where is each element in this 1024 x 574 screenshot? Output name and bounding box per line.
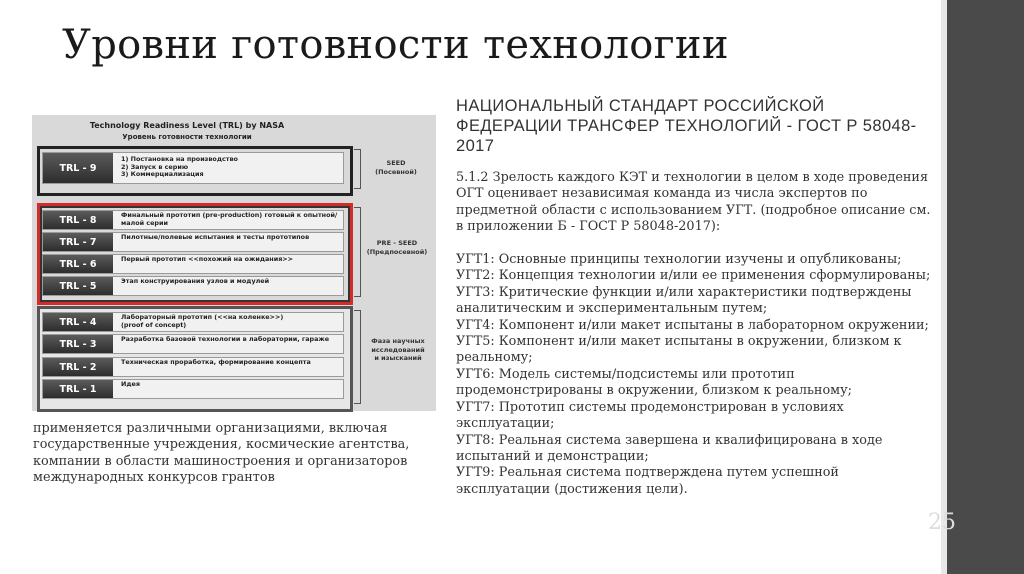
trl-level-description: Первый прототип <<похожий на ожидания>>: [121, 255, 294, 263]
standard-line: УГТ8: Реальная система завершена и квалифицирована в ходе испытаний и демонстрации;: [456, 432, 883, 464]
standard-line: УГТ5: Компонент и/или макет испытаны в окружении, близком к реальному;: [456, 334, 902, 366]
trl-row: [42, 357, 344, 377]
trl-level-description: Этап конструирования узлов и модулей: [121, 277, 270, 285]
trl-row: [42, 312, 344, 332]
standard-line: УГТ9: Реальная система подтверждена путем успешной эксплуатации (достижения цели).: [456, 465, 839, 497]
trl-level-label: TRL - 4: [43, 313, 113, 331]
trl-level-label: TRL - 9: [43, 153, 113, 183]
trl-row: [42, 254, 344, 274]
trl-level-description: Финальный прототип (pre-production) готовый к опытной/малой серии: [121, 211, 338, 227]
stage-bracket-preseed: [354, 207, 361, 297]
trl-level-label: TRL - 6: [43, 255, 113, 273]
slide-title: Уровни готовности технологии: [62, 22, 729, 68]
trl-level-label: TRL - 8: [43, 211, 113, 229]
trl-level-description: Техническая проработка, формирование концепта: [121, 358, 311, 366]
trl-level-label: TRL - 1: [43, 380, 113, 398]
trl-chart: [32, 115, 436, 411]
trl-level-description: Разработка базовой технологии в лаборатории, гараже: [121, 335, 330, 343]
standard-line: УГТ6: Модель системы/подсистемы или прототип продемонстрированы в окружении, близком к реальному;: [456, 366, 852, 399]
stage-label-seed: SEED (Посевной): [375, 159, 417, 176]
trl-level-label: TRL - 7: [43, 233, 113, 251]
standard-intro: 5.1.2 Зрелость каждого КЭТ и технологии в целом в ходе проведения ОГТ оценивает независимая команда из числа экспертов по предметной области с использованием УГТ. (подробное описание см. в приложении Б - ГОСТ Р 58048-2017):: [456, 170, 931, 235]
standard-line: УГТ1: Основные принципы технологии изучены и опубликованы;: [456, 252, 902, 268]
trl-chart-header-en: Technology Readiness Level (TRL) by NASA: [89, 121, 285, 130]
trl-level-description: Идея: [121, 380, 140, 388]
trl-row: [42, 232, 344, 252]
stage-label-research: Фаза научных исследований и изысканий: [371, 337, 425, 362]
standard-line: [456, 236, 934, 252]
trl-level-label: TRL - 3: [43, 335, 113, 353]
trl-level-label: TRL - 2: [43, 358, 113, 376]
trl-level-description: 1) Постановка на производство 2) Запуск в серию 3) Коммерциализация: [121, 155, 238, 179]
standard-line: УГТ4: Компонент и/или макет испытаны в лабораторном окружении;: [456, 317, 929, 333]
trl-level-description: Пилотные/полевые испытания и тесты прототипов: [121, 233, 310, 241]
trl-level-description: Лабораторный прототип (<<на коленке>>) (proof of concept): [121, 313, 284, 329]
page-number: 25: [928, 510, 956, 535]
stage-bracket-research: [354, 310, 361, 404]
trl-row: [42, 334, 344, 354]
standard-line: УГТ7: Прототип системы продемонстрирован в условиях эксплуатации;: [456, 399, 844, 432]
slide-side-bar: [947, 0, 1024, 574]
trl-row: [42, 210, 344, 230]
trl-row: [42, 152, 344, 184]
trl-row: [42, 379, 344, 399]
trl-chart-header-ru: Уровень готовности технологии: [122, 133, 252, 141]
chart-caption: применяется различными организациями, включая государственные учреждения, космические агентства, компании в области машиностроения и организаторов международных конкурсов грантов: [33, 421, 410, 486]
stage-bracket-seed: [354, 149, 361, 189]
stage-label-preseed: PRE - SEED (Предпосевной): [366, 239, 428, 256]
standard-title: НАЦИОНАЛЬНЫЙ СТАНДАРТ РОССИЙСКОЙ ФЕДЕРАЦИИ ТРАНСФЕР ТЕХНОЛОГИЙ - ГОСТ Р 58048-2017: [456, 97, 917, 155]
trl-row: [42, 276, 344, 296]
standard-line: УГТ2: Концепция технологии и/или ее применения сформулированы;: [456, 268, 931, 284]
trl-level-label: TRL - 5: [43, 277, 113, 295]
standard-body: [456, 170, 934, 498]
standard-line: УГТ3: Критические функции и/или характеристики подтверждены аналитическим и экспериментальным путем;: [456, 284, 912, 317]
